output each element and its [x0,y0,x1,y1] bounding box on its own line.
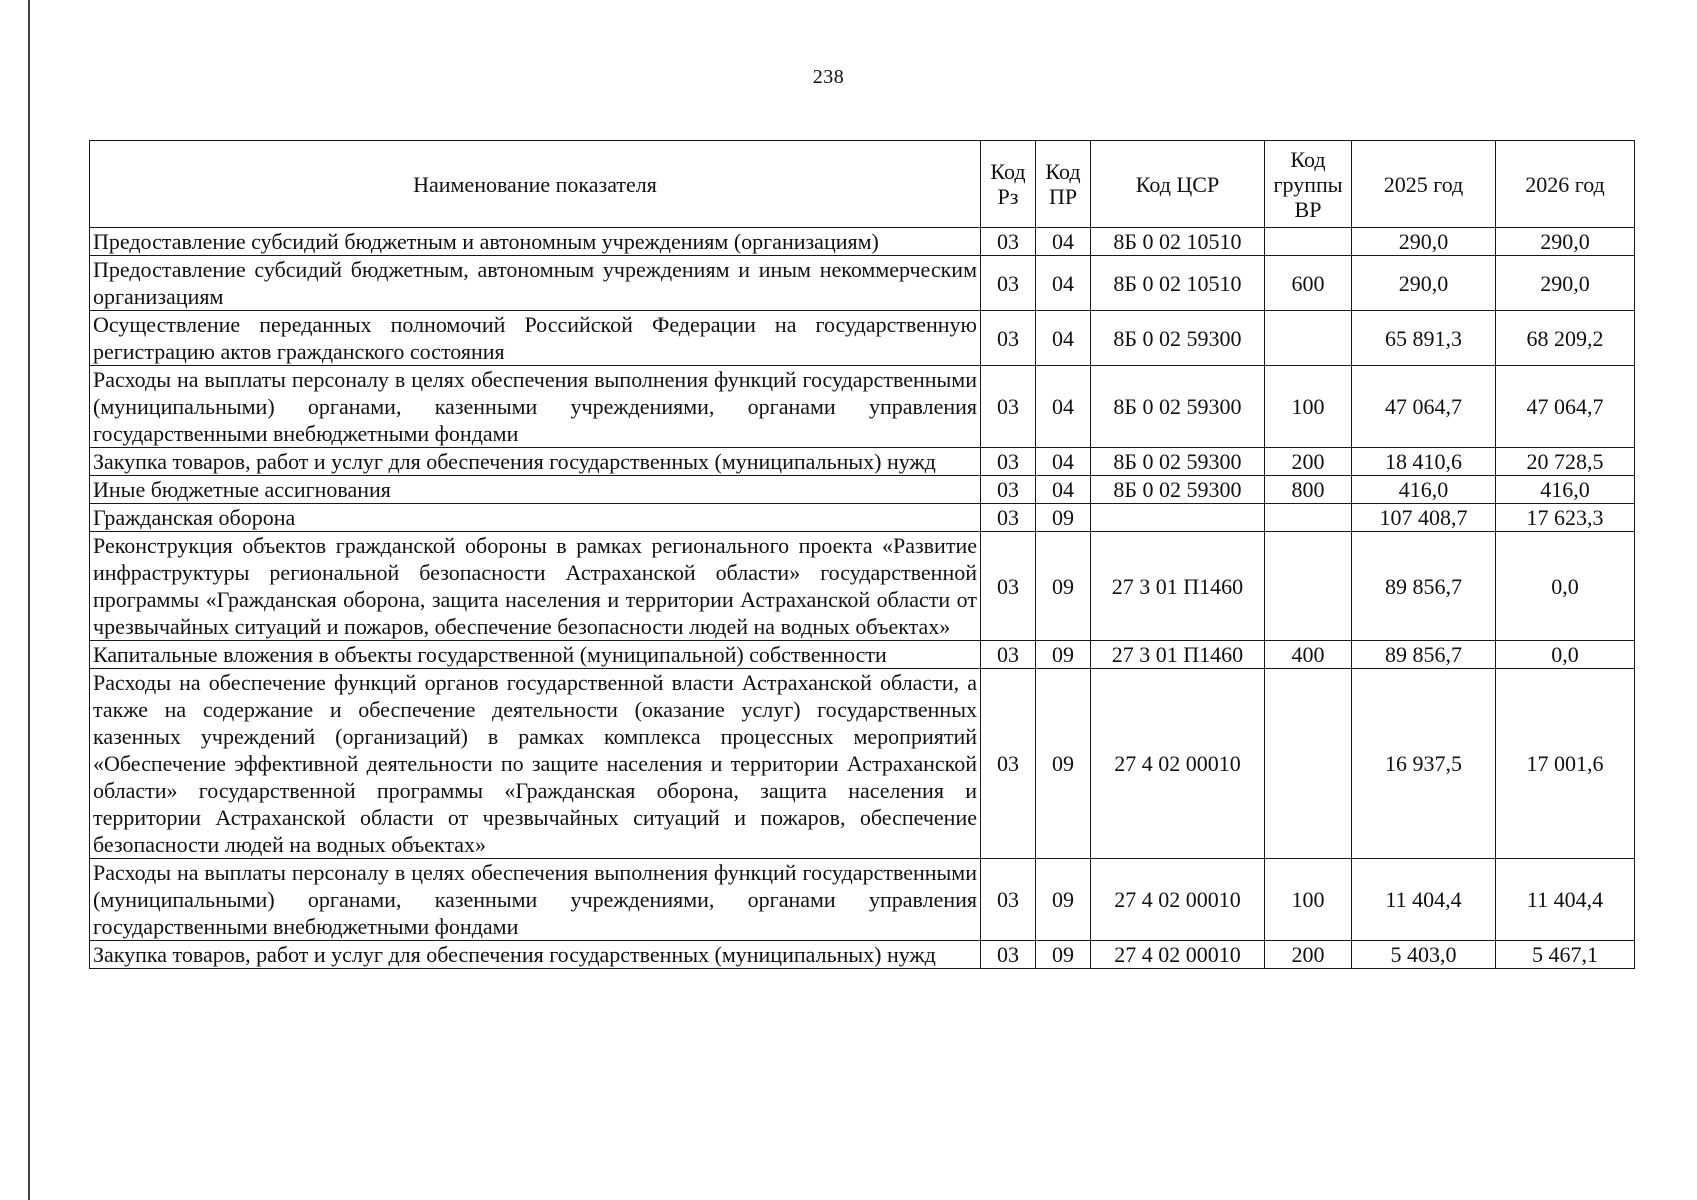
cell-code-pr: 09 [1036,859,1091,941]
cell-code-csr: 8Б 0 02 59300 [1091,366,1265,448]
cell-code-vr: 800 [1265,476,1352,504]
cell-code-rz: 03 [981,641,1036,669]
cell-amount-2026: 11 404,4 [1496,859,1635,941]
table-row [90,859,1635,941]
table-row [90,256,1635,311]
cell-code-vr [1265,669,1352,859]
cell-code-csr: 8Б 0 02 10510 [1091,228,1265,256]
cell-code-vr [1265,532,1352,641]
cell-code-pr: 09 [1036,532,1091,641]
cell-amount-2026: 20 728,5 [1496,448,1635,476]
binding-edge-line [28,0,30,1200]
header-code-vr: Код группы ВР [1265,141,1352,228]
header-name: Наименование показателя [90,141,981,228]
cell-code-rz: 03 [981,532,1036,641]
table-body [90,228,1635,969]
cell-code-pr: 04 [1036,228,1091,256]
cell-code-rz: 03 [981,941,1036,969]
table-row [90,228,1635,256]
cell-amount-2026: 47 064,7 [1496,366,1635,448]
cell-amount-2025: 11 404,4 [1352,859,1496,941]
cell-code-csr: 27 4 02 00010 [1091,859,1265,941]
cell-amount-2025: 89 856,7 [1352,641,1496,669]
cell-code-vr: 100 [1265,366,1352,448]
cell-code-csr: 27 4 02 00010 [1091,941,1265,969]
cell-code-csr: 8Б 0 02 59300 [1091,311,1265,366]
cell-code-csr: 8Б 0 02 59300 [1091,448,1265,476]
cell-code-pr: 04 [1036,256,1091,311]
header-2025: 2025 год [1352,141,1496,228]
cell-amount-2026: 290,0 [1496,228,1635,256]
cell-code-rz: 03 [981,366,1036,448]
cell-code-pr: 04 [1036,448,1091,476]
table-row [90,311,1635,366]
cell-code-vr: 400 [1265,641,1352,669]
cell-amount-2026: 5 467,1 [1496,941,1635,969]
cell-name: Расходы на обеспечение функций органов государственной власти Астраханской области, а также на содержание и обеспечение деятельности (оказание услуг) государственных казенных учреждений (организаций) в рамках комплекса процессных мероприятий «Обеспечение эффективной деятельности по защите населения и территории Астраханской области» государственной программы «Гражданская оборона, защита населения и территории Астраханской области от чрезвычайных ситуаций и пожаров, обеспечение безопасности людей на водных объектах» [90,669,981,859]
table-row [90,366,1635,448]
cell-name: Расходы на выплаты персоналу в целях обеспечения выполнения функций государственными (муниципальными) органами, казенными учреждениями, органами управления государственными внебюджетными фондами [90,366,981,448]
cell-code-csr: 8Б 0 02 10510 [1091,256,1265,311]
cell-amount-2025: 107 408,7 [1352,504,1496,532]
cell-code-vr [1265,228,1352,256]
header-code-rz: Код Рз [981,141,1036,228]
cell-code-pr: 04 [1036,366,1091,448]
cell-name: Расходы на выплаты персоналу в целях обеспечения выполнения функций государственными (муниципальными) органами, казенными учреждениями, органами управления государственными внебюджетными фондами [90,859,981,941]
cell-name: Предоставление субсидий бюджетным, автономным учреждениям и иным некоммерческим организациям [90,256,981,311]
cell-name: Гражданская оборона [90,504,981,532]
table-row [90,504,1635,532]
budget-table [89,140,1635,969]
header-2026: 2026 год [1496,141,1635,228]
cell-amount-2026: 17 623,3 [1496,504,1635,532]
cell-name: Реконструкция объектов гражданской обороны в рамках регионального проекта «Развитие инфраструктуры региональной безопасности Астраханской области» государственной программы «Гражданская оборона, защита населения и территории Астраханской области от чрезвычайных ситуаций и пожаров, обеспечение безопасности людей на водных объектах» [90,532,981,641]
cell-amount-2025: 290,0 [1352,256,1496,311]
cell-amount-2025: 416,0 [1352,476,1496,504]
cell-code-csr [1091,504,1265,532]
table-row [90,476,1635,504]
cell-amount-2025: 47 064,7 [1352,366,1496,448]
cell-code-vr: 200 [1265,448,1352,476]
cell-amount-2026: 0,0 [1496,532,1635,641]
cell-code-rz: 03 [981,311,1036,366]
cell-name: Иные бюджетные ассигнования [90,476,981,504]
table-header-row [90,141,1635,228]
cell-code-csr: 27 3 01 П1460 [1091,641,1265,669]
cell-code-csr: 8Б 0 02 59300 [1091,476,1265,504]
cell-code-rz: 03 [981,228,1036,256]
cell-code-csr: 27 3 01 П1460 [1091,532,1265,641]
cell-code-pr: 04 [1036,476,1091,504]
cell-amount-2025: 65 891,3 [1352,311,1496,366]
cell-code-rz: 03 [981,504,1036,532]
cell-code-vr: 200 [1265,941,1352,969]
page-number: 238 [812,66,845,88]
cell-amount-2025: 16 937,5 [1352,669,1496,859]
cell-code-vr: 100 [1265,859,1352,941]
cell-code-vr: 600 [1265,256,1352,311]
cell-amount-2025: 89 856,7 [1352,532,1496,641]
cell-code-pr: 09 [1036,641,1091,669]
cell-code-pr: 09 [1036,941,1091,969]
cell-amount-2026: 0,0 [1496,641,1635,669]
cell-amount-2025: 18 410,6 [1352,448,1496,476]
cell-amount-2026: 290,0 [1496,256,1635,311]
table-row [90,641,1635,669]
cell-amount-2026: 68 209,2 [1496,311,1635,366]
cell-name: Закупка товаров, работ и услуг для обеспечения государственных (муниципальных) нужд [90,448,981,476]
cell-code-pr: 09 [1036,504,1091,532]
cell-amount-2025: 5 403,0 [1352,941,1496,969]
header-code-csr: Код ЦСР [1091,141,1265,228]
cell-code-vr [1265,504,1352,532]
cell-name: Закупка товаров, работ и услуг для обеспечения государственных (муниципальных) нужд [90,941,981,969]
cell-code-rz: 03 [981,859,1036,941]
cell-code-vr [1265,311,1352,366]
table-row [90,532,1635,641]
cell-name: Осуществление переданных полномочий Российской Федерации на государственную регистрацию актов гражданского состояния [90,311,981,366]
cell-code-rz: 03 [981,448,1036,476]
cell-code-rz: 03 [981,476,1036,504]
cell-name: Предоставление субсидий бюджетным и автономным учреждениям (организациям) [90,228,981,256]
table-row [90,941,1635,969]
cell-amount-2026: 416,0 [1496,476,1635,504]
cell-code-pr: 09 [1036,669,1091,859]
cell-amount-2026: 17 001,6 [1496,669,1635,859]
header-code-pr: Код ПР [1036,141,1091,228]
cell-code-rz: 03 [981,669,1036,859]
cell-name: Капитальные вложения в объекты государственной (муниципальной) собственности [90,641,981,669]
cell-code-rz: 03 [981,256,1036,311]
cell-amount-2025: 290,0 [1352,228,1496,256]
cell-code-csr: 27 4 02 00010 [1091,669,1265,859]
table-row [90,669,1635,859]
table-row [90,448,1635,476]
cell-code-pr: 04 [1036,311,1091,366]
